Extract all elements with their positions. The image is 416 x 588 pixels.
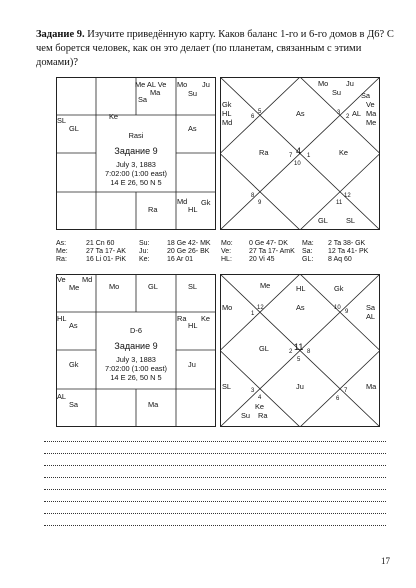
d6-s-hl: HL — [57, 314, 67, 323]
rasi-s-me-al-ve: Me AL Ve — [135, 80, 167, 89]
d6-n-ra: Ra — [258, 411, 268, 420]
rasi-s-ju: Ju — [202, 80, 210, 89]
d6-chart-name: D-6 — [130, 326, 142, 335]
d6-n-sa: Sa — [366, 303, 376, 312]
rasi-s-gk: Gk — [201, 198, 211, 207]
d6-n-num-8: 8 — [307, 349, 311, 355]
rasi-n-ma: Ma — [366, 109, 377, 118]
d6-s-hl2: HL — [188, 321, 198, 330]
pos-key: Su: — [139, 240, 150, 247]
d6-s-ke: Ke — [201, 314, 211, 323]
rasi-n-num-7: 7 — [289, 153, 293, 159]
rasi-n-gk: Gk — [222, 100, 232, 109]
answer-line-1[interactable] — [44, 441, 386, 442]
d6-s-gk: Gk — [69, 360, 79, 369]
rasi-n-num-11: 11 — [336, 200, 343, 206]
pos-val: 20 Ge 26- BK — [167, 248, 210, 255]
rasi-s-ma: Ma — [150, 88, 161, 97]
pos-val: 27 Ta 17- AmK — [249, 248, 295, 255]
pos-val: 16 Ar 01 — [167, 256, 194, 263]
d6-s-as: As — [69, 321, 78, 330]
rasi-n-as: As — [296, 109, 305, 118]
d6-s-md: Md — [82, 275, 93, 284]
rasi-n-hl: HL — [222, 109, 232, 118]
rasi-n-num-12: 12 — [344, 193, 351, 199]
d6-n-num-6: 6 — [336, 396, 340, 402]
d6-s-ve: Ve — [57, 275, 66, 284]
d6-s-sl: SL — [188, 282, 198, 291]
rasi-s-md: Md — [177, 197, 188, 206]
pos-key: GL: — [302, 256, 314, 263]
rasi-s-sl: SL — [57, 116, 67, 125]
rasi-n-ke: Ke — [339, 148, 349, 157]
d6-n-sl: SL — [222, 382, 232, 391]
rasi-s-hl: HL — [188, 205, 198, 214]
rasi-coords: 14 E 26, 50 N 5 — [110, 178, 162, 187]
rasi-date: July 3, 1883 — [116, 160, 156, 169]
d6-n-num-4: 4 — [258, 395, 262, 401]
pos-key: Ra: — [56, 256, 67, 263]
rasi-n-num-1: 1 — [307, 153, 311, 159]
d6-s-sa: Sa — [69, 400, 79, 409]
pos-val: 2 Ta 38- GK — [328, 240, 366, 247]
rasi-s-ke: Ke — [109, 112, 119, 121]
rasi-n-mo: Mo — [318, 79, 329, 88]
rasi-n-num-3: 3 — [337, 110, 341, 116]
d6-n-as: As — [296, 303, 305, 312]
d6-n-num-11: 11 — [294, 342, 304, 352]
rasi-n-gl: GL — [318, 216, 328, 225]
rasi-n-ve: Ve — [366, 100, 375, 109]
d6-date: July 3, 1883 — [116, 355, 156, 364]
d6-time: 7:02:00 (1:00 east) — [104, 364, 168, 373]
pos-key: Me: — [56, 248, 68, 255]
rasi-n-ra: Ra — [259, 148, 269, 157]
answer-line-2[interactable] — [44, 453, 386, 454]
rasi-n-al: AL — [352, 109, 362, 118]
pos-key: As: — [56, 240, 67, 247]
d6-s-ju: Ju — [188, 360, 196, 369]
rasi-n-me: Me — [366, 118, 377, 127]
d6-s-mo: Mo — [109, 282, 120, 291]
pos-val: 27 Ta 17- AK — [86, 248, 126, 255]
task-body: Изучите приведённую карту. Каков баланс 1-го и 6-го домов в Д6? С чем борется человек, как он это делает (по планетам, связанным с этими домами)? — [36, 29, 394, 68]
rasi-s-mo: Mo — [177, 80, 188, 89]
d6-s-ra: Ra — [177, 314, 187, 323]
rasi-s-as: As — [188, 124, 197, 133]
pos-val: 16 Li 01- PiK — [86, 256, 127, 263]
d6-n-ke: Ke — [255, 402, 265, 411]
pos-key: HL: — [221, 256, 232, 263]
rasi-n-ju: Ju — [346, 79, 354, 88]
rasi-n-num-10: 10 — [294, 161, 301, 167]
d6-n-mo: Mo — [222, 303, 233, 312]
pos-val: 0 Ge 47- DK — [249, 240, 288, 247]
d6-n-me: Me — [260, 281, 271, 290]
rasi-n-num-4: 4 — [296, 146, 302, 156]
d6-n-hl: HL — [296, 284, 306, 293]
rasi-n-num-5: 5 — [258, 109, 262, 115]
d6-n-num-2: 2 — [289, 349, 293, 355]
rasi-s-su: Su — [188, 89, 198, 98]
d6-n-gk: Gk — [334, 284, 344, 293]
pos-val: 21 Cn 60 — [86, 240, 115, 247]
rasi-s-sa: Sa — [138, 95, 148, 104]
d6-task-name: Задание 9 — [114, 341, 158, 351]
rasi-n-su: Su — [332, 88, 342, 97]
pos-val: 12 Ta 41- PK — [328, 248, 369, 255]
d6-n-num-7: 7 — [344, 388, 348, 394]
rasi-s-ra: Ra — [148, 205, 158, 214]
d6-n-num-12: 12 — [257, 305, 264, 311]
page-number: 17 — [381, 556, 390, 566]
rasi-n-num-2: 2 — [346, 114, 350, 120]
d6-n-num-5: 5 — [297, 357, 301, 363]
d6-coords: 14 E 26, 50 N 5 — [110, 373, 162, 382]
answer-line-4[interactable] — [44, 477, 386, 478]
rasi-center-info — [96, 131, 176, 187]
pos-key: Mo: — [221, 240, 233, 247]
d6-n-gl: GL — [259, 344, 269, 353]
d6-s-me: Me — [69, 283, 80, 292]
pos-val: 18 Ge 42- MK — [167, 240, 211, 247]
d6-n-ma: Ma — [366, 382, 377, 391]
d6-n-num-3: 3 — [251, 388, 255, 394]
d6-n-al: AL — [366, 312, 376, 321]
pos-val: 20 Vi 45 — [249, 256, 275, 263]
d6-n-num-1: 1 — [251, 311, 255, 317]
task-text — [36, 28, 396, 70]
rasi-s-gl: GL — [69, 124, 79, 133]
positions-col-4 — [302, 240, 368, 264]
d6-n-num-10: 10 — [334, 305, 341, 311]
positions-col-1 — [56, 240, 126, 264]
answer-line-8[interactable] — [44, 525, 386, 526]
rasi-task-name: Задание 9 — [114, 146, 158, 156]
d6-s-al: AL — [57, 392, 67, 401]
d6-s-gl: GL — [148, 282, 158, 291]
rasi-n-num-9: 9 — [258, 200, 262, 206]
d6-n-num-9: 9 — [345, 309, 349, 315]
answer-line-5[interactable] — [44, 489, 386, 490]
d6-center-info — [96, 326, 176, 382]
pos-key: Ve: — [221, 248, 232, 255]
answer-line-7[interactable] — [44, 513, 386, 514]
rasi-n-sa: Sa — [361, 91, 371, 100]
answer-line-3[interactable] — [44, 465, 386, 466]
d6-s-ma: Ma — [148, 400, 159, 409]
d6-n-ju: Ju — [296, 382, 304, 391]
pos-key: Ju: — [139, 248, 149, 255]
pos-key: Ma: — [302, 240, 314, 247]
d6-n-su: Su — [241, 411, 251, 420]
rasi-n-sl: SL — [346, 216, 356, 225]
positions-col-3 — [221, 240, 295, 264]
rasi-n-md: Md — [222, 118, 233, 127]
pos-val: 8 Aq 60 — [328, 256, 352, 263]
pos-key: Ke: — [139, 256, 150, 263]
positions-col-2 — [139, 240, 211, 264]
pos-key: Sa: — [302, 248, 313, 255]
task-label: Задание 9. — [36, 29, 85, 40]
rasi-time: 7:02:00 (1:00 east) — [104, 169, 168, 178]
rasi-chart-name: Rasi — [128, 131, 144, 140]
answer-line-6[interactable] — [44, 501, 386, 502]
rasi-n-num-8: 8 — [251, 193, 255, 199]
rasi-n-num-6: 6 — [251, 114, 255, 120]
